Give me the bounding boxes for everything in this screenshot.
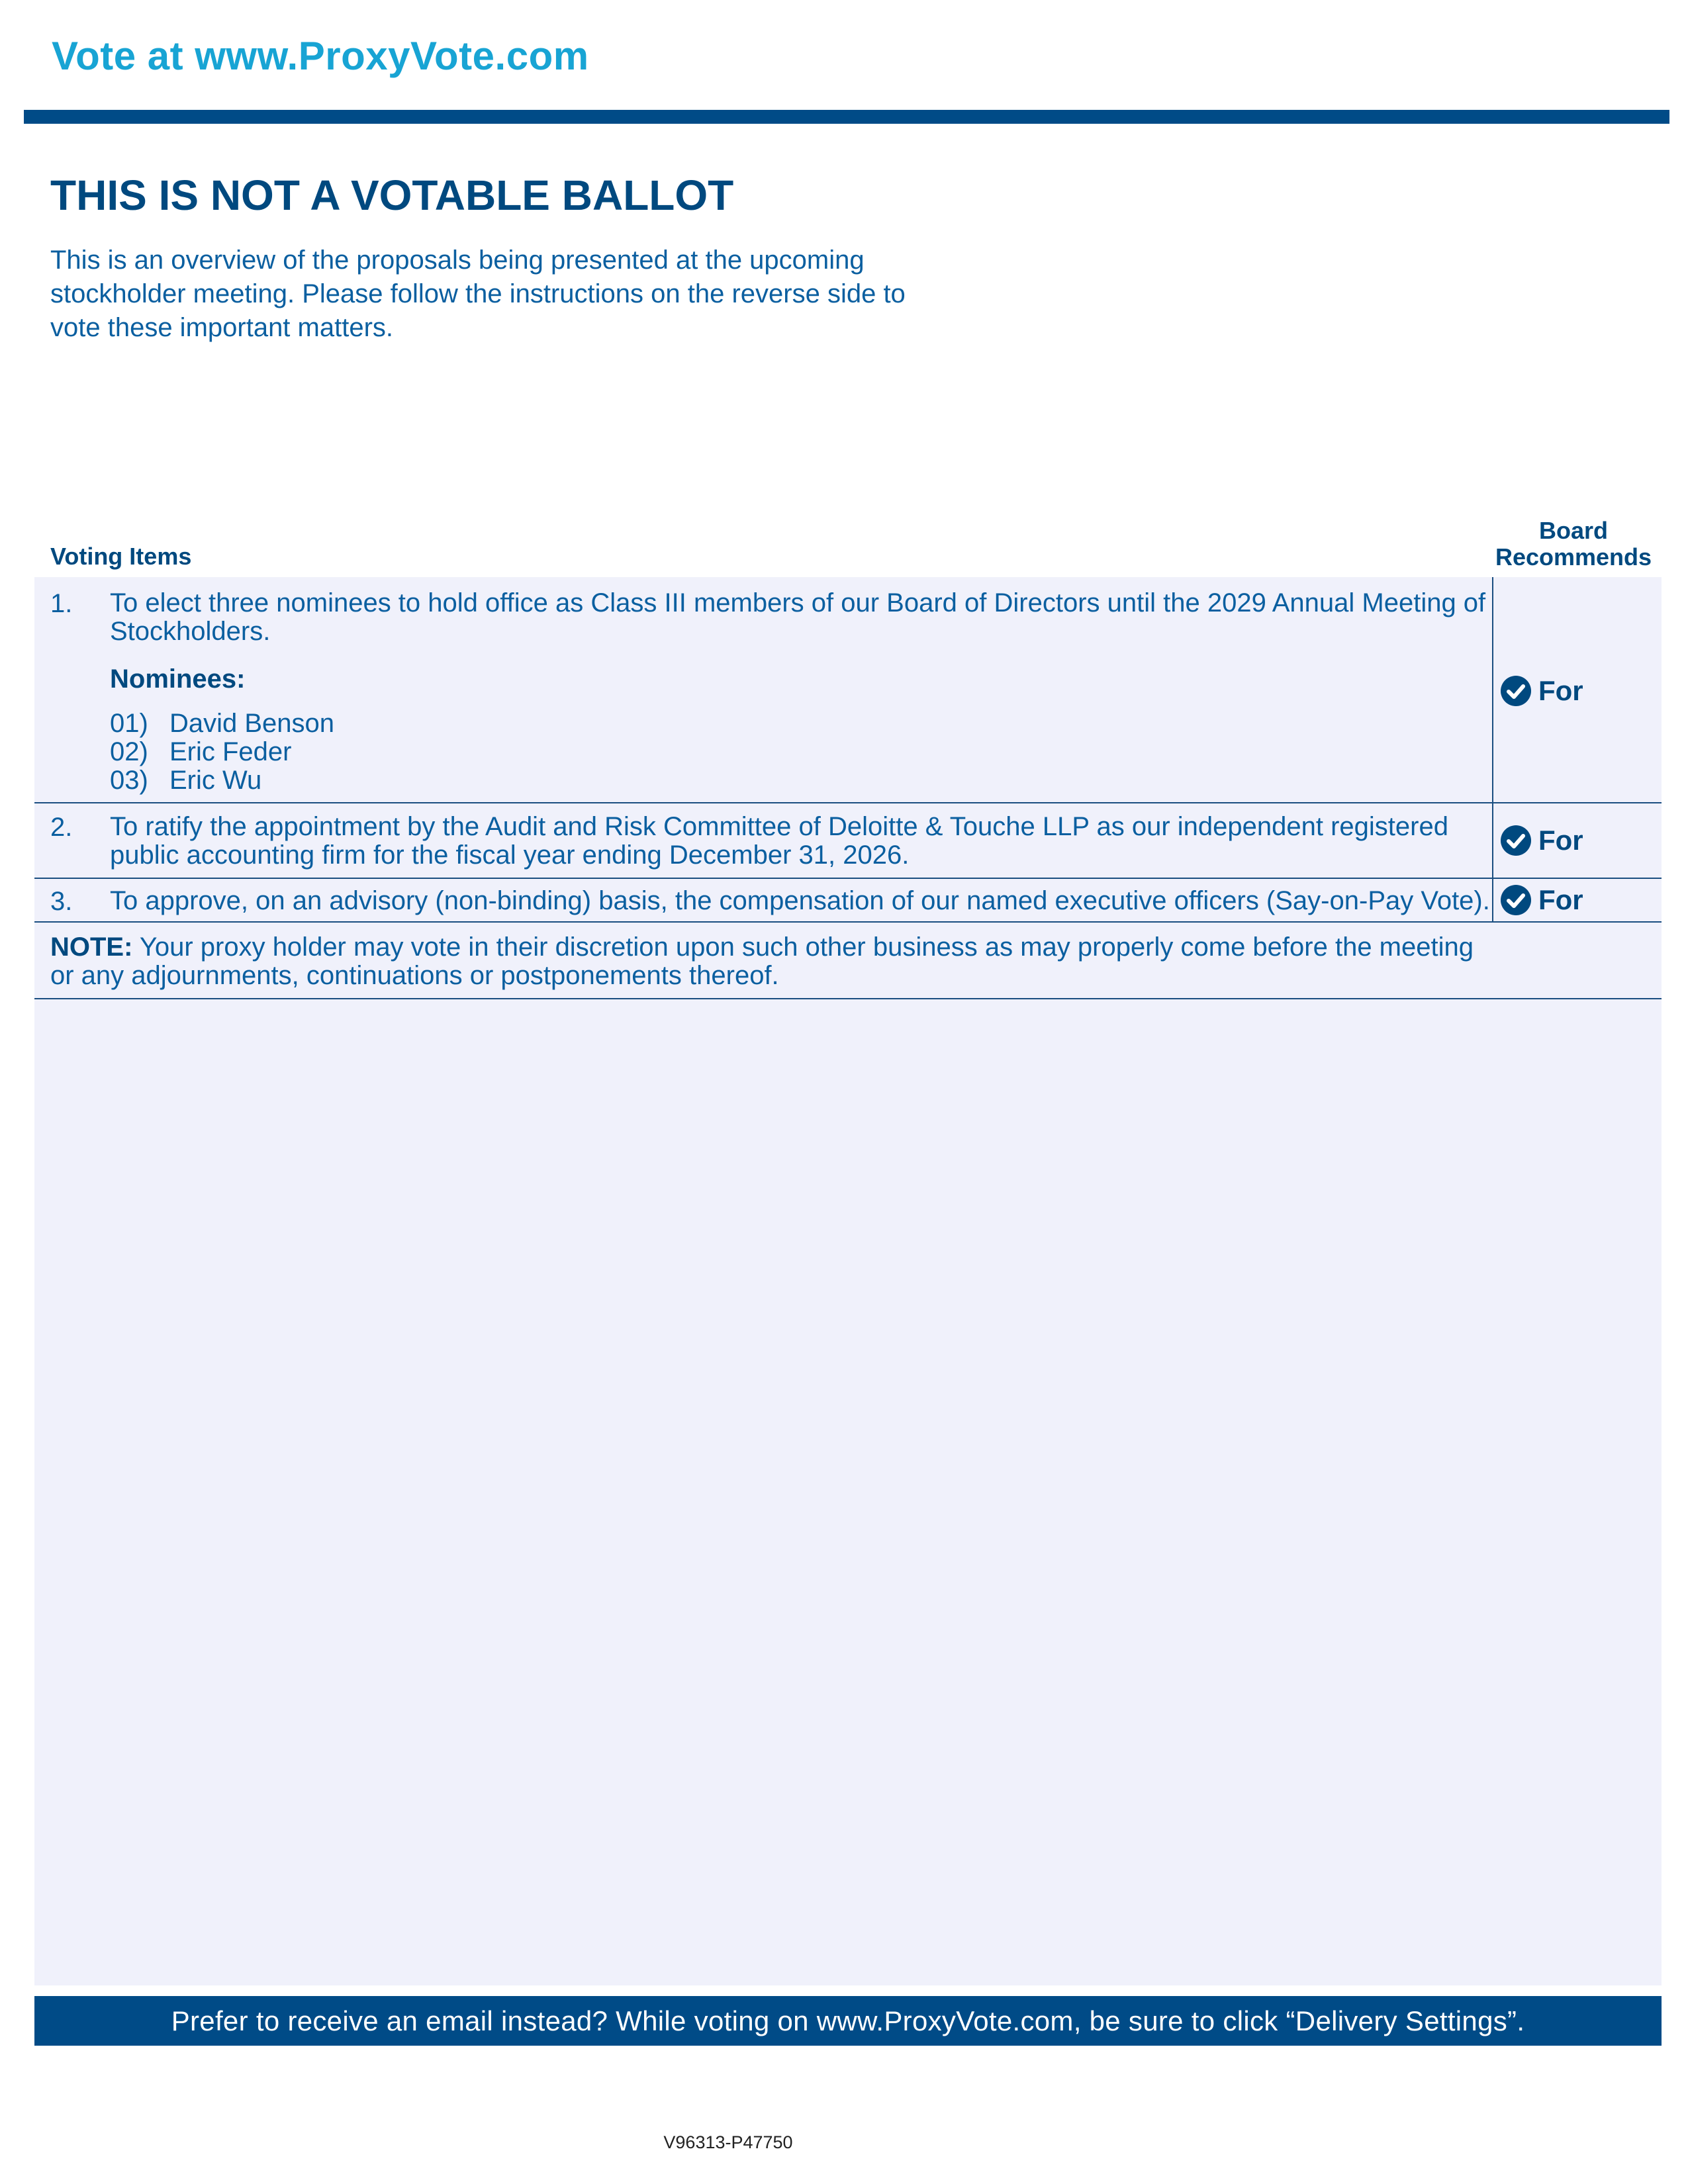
nominee-name: Eric Wu	[169, 766, 262, 795]
note-label: NOTE:	[50, 933, 133, 962]
intro-paragraph: This is an overview of the proposals being presented at the upcoming stockholder meeting. Please follow the instructions on the reverse side to vote these important matters.	[50, 246, 906, 342]
nominee-name: Eric Feder	[169, 737, 292, 766]
item-1-recommendation	[1500, 675, 1583, 707]
header-rule	[24, 110, 1669, 124]
check-circle-icon	[1500, 825, 1532, 856]
row-divider	[34, 921, 1662, 923]
item-number: 2.	[50, 813, 73, 842]
check-circle-icon	[1500, 884, 1532, 916]
voting-items-panel	[34, 577, 1662, 1985]
board-header-line1: Board	[1538, 517, 1608, 544]
nominee-item	[110, 709, 334, 738]
check-circle-icon	[1500, 675, 1532, 707]
row-divider	[34, 998, 1662, 999]
nominee-number: 01)	[110, 709, 148, 738]
nominee-item	[110, 738, 292, 766]
nominee-number: 02)	[110, 737, 148, 766]
recommendation-label: For	[1538, 884, 1583, 915]
item-1-text: To elect three nominees to hold office as Class III members of our Board of Directors until the 2029 Annual Meeting of Stockholders.	[110, 588, 1486, 646]
email-delivery-banner: Prefer to receive an email instead? While voting on www.ProxyVote.com, be sure to click “Delivery Settings”.	[34, 1996, 1662, 2046]
nominees-label: Nominees:	[110, 664, 246, 694]
item-2-recommendation	[1500, 825, 1583, 856]
note-paragraph	[50, 933, 1493, 990]
row-divider	[34, 878, 1662, 879]
note-text: Your proxy holder may vote in their discretion upon such other business as may properly come before the meeting or any adjournments, continuations or postponements thereof.	[50, 933, 1474, 990]
board-header-line2: Recommends	[1495, 543, 1652, 570]
document-code: V96313-P47750	[663, 2132, 793, 2152]
nominee-number: 03)	[110, 766, 148, 795]
row-divider	[34, 802, 1662, 803]
proxyvote-link[interactable]: Vote at www.ProxyVote.com	[52, 34, 589, 78]
nominee-item	[110, 766, 261, 795]
item-2-text: To ratify the appointment by the Audit and Risk Committee of Deloitte & Touche LLP as our independent registered public accounting firm for the fiscal year ending December 31, 2026.	[110, 812, 1448, 870]
item-3-recommendation	[1500, 884, 1583, 916]
nominee-name: David Benson	[169, 709, 335, 738]
recommendation-label: For	[1538, 825, 1583, 856]
item-number: 3.	[50, 887, 73, 916]
item-3-text: To approve, on an advisory (non-binding) basis, the compensation of our named executive officers (Say-on-Pay Vote).	[110, 886, 1490, 915]
recommendation-label: For	[1538, 675, 1583, 706]
voting-items-header: Voting Items	[50, 543, 192, 570]
board-recommends-header	[1483, 518, 1664, 570]
item-number: 1.	[50, 589, 73, 618]
recommend-column-divider	[1492, 577, 1493, 921]
page-title: THIS IS NOT A VOTABLE BALLOT	[50, 171, 734, 219]
